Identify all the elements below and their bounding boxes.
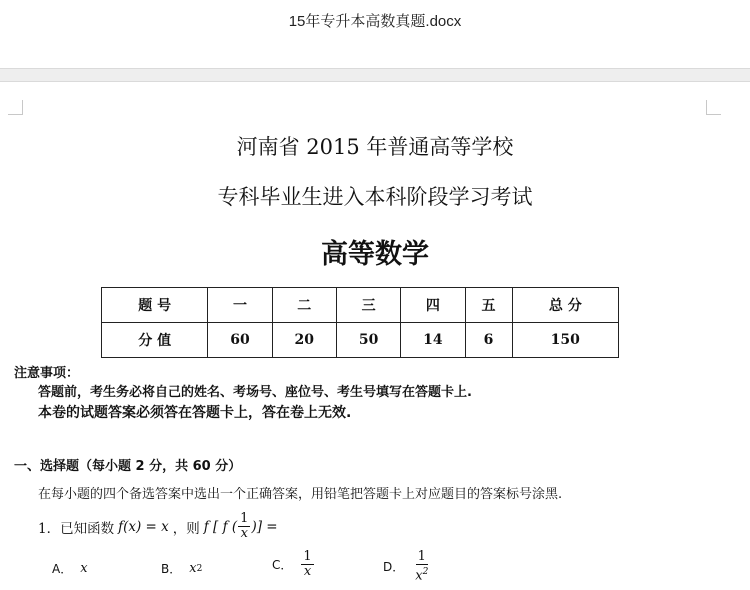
notice-heading: 注意事项： (14, 366, 80, 381)
question-1-then: ，则 (172, 520, 200, 537)
notice-item-1: 答题前，考生务必将自己的姓名、考场号、座位号、考生号填写在答题卡上. (38, 385, 472, 400)
option-a-label: A． (52, 562, 73, 576)
option-d-exponent: 2 (422, 567, 429, 577)
fraction-numerator: 1 (240, 511, 249, 526)
fraction-denominator-base: x (415, 568, 423, 584)
margin-corner-mark-right (706, 100, 721, 115)
score-table-cell: 五 (465, 288, 512, 323)
page-separator (0, 68, 750, 82)
score-table-cell: 20 (272, 323, 336, 358)
score-table-cell: 三 (336, 288, 400, 323)
option-a-value: x (80, 561, 88, 576)
fraction-numerator: 1 (417, 549, 426, 564)
question-1 (38, 512, 278, 541)
score-table-cell: 6 (465, 323, 512, 358)
question-1-expr-left: f [ f ( (203, 518, 238, 535)
option-b-exponent: 2 (196, 563, 203, 574)
option-a (52, 560, 88, 577)
document-filename: 15年专升本高数真题.docx (288, 13, 462, 30)
title-bar (0, 0, 750, 68)
score-table-cell: 题 号 (102, 288, 208, 323)
question-1-prefix: 1．已知函数 (38, 520, 115, 537)
exam-title-line-2: 专科毕业生进入本科阶段学习考试 (217, 185, 533, 209)
fraction-denominator: x (240, 526, 248, 541)
score-table-cell: 150 (512, 323, 618, 358)
exam-title-line-1: 河南省 2015 年普通高等学校 (236, 135, 514, 159)
score-table-cell: 一 (208, 288, 272, 323)
option-b-label: B． (161, 562, 182, 576)
margin-corner-mark-left (8, 100, 23, 115)
option-b-value: x (189, 561, 197, 576)
score-table (101, 287, 619, 358)
option-c (272, 550, 315, 579)
question-1-function: f(x) = x (118, 518, 169, 535)
notice-item-2: 本卷的试题答案必须答在答题卡上，答在卷上无效. (38, 405, 352, 421)
question-1-fraction (238, 512, 250, 541)
score-table-cell: 分 值 (102, 323, 208, 358)
option-b (161, 560, 202, 577)
fraction-denominator (413, 565, 430, 583)
exam-subject: 高等数学 (321, 239, 429, 270)
option-d (383, 550, 431, 583)
option-c-label: C． (272, 558, 293, 572)
score-table-cell: 二 (272, 288, 336, 323)
option-c-fraction (301, 550, 313, 579)
section-heading: 一、选择题（每小题 2 分，共 60 分） (14, 459, 242, 474)
score-table-cell: 50 (336, 323, 400, 358)
fraction-numerator: 1 (303, 549, 312, 564)
option-d-label: D． (383, 560, 405, 575)
section-instructions: 在每小题的四个备选答案中选出一个正确答案，用铅笔把答题卡上对应题目的答案标号涂黑. (38, 487, 563, 502)
fraction-denominator: x (303, 564, 312, 579)
score-table-cell: 总 分 (512, 288, 618, 323)
score-table-value-row (102, 323, 619, 358)
option-d-fraction (413, 550, 430, 583)
score-table-header-row (102, 288, 619, 323)
question-1-expr-right: )] = (251, 518, 278, 535)
score-table-cell: 14 (401, 323, 465, 358)
score-table-cell: 60 (208, 323, 272, 358)
score-table-cell: 四 (401, 288, 465, 323)
